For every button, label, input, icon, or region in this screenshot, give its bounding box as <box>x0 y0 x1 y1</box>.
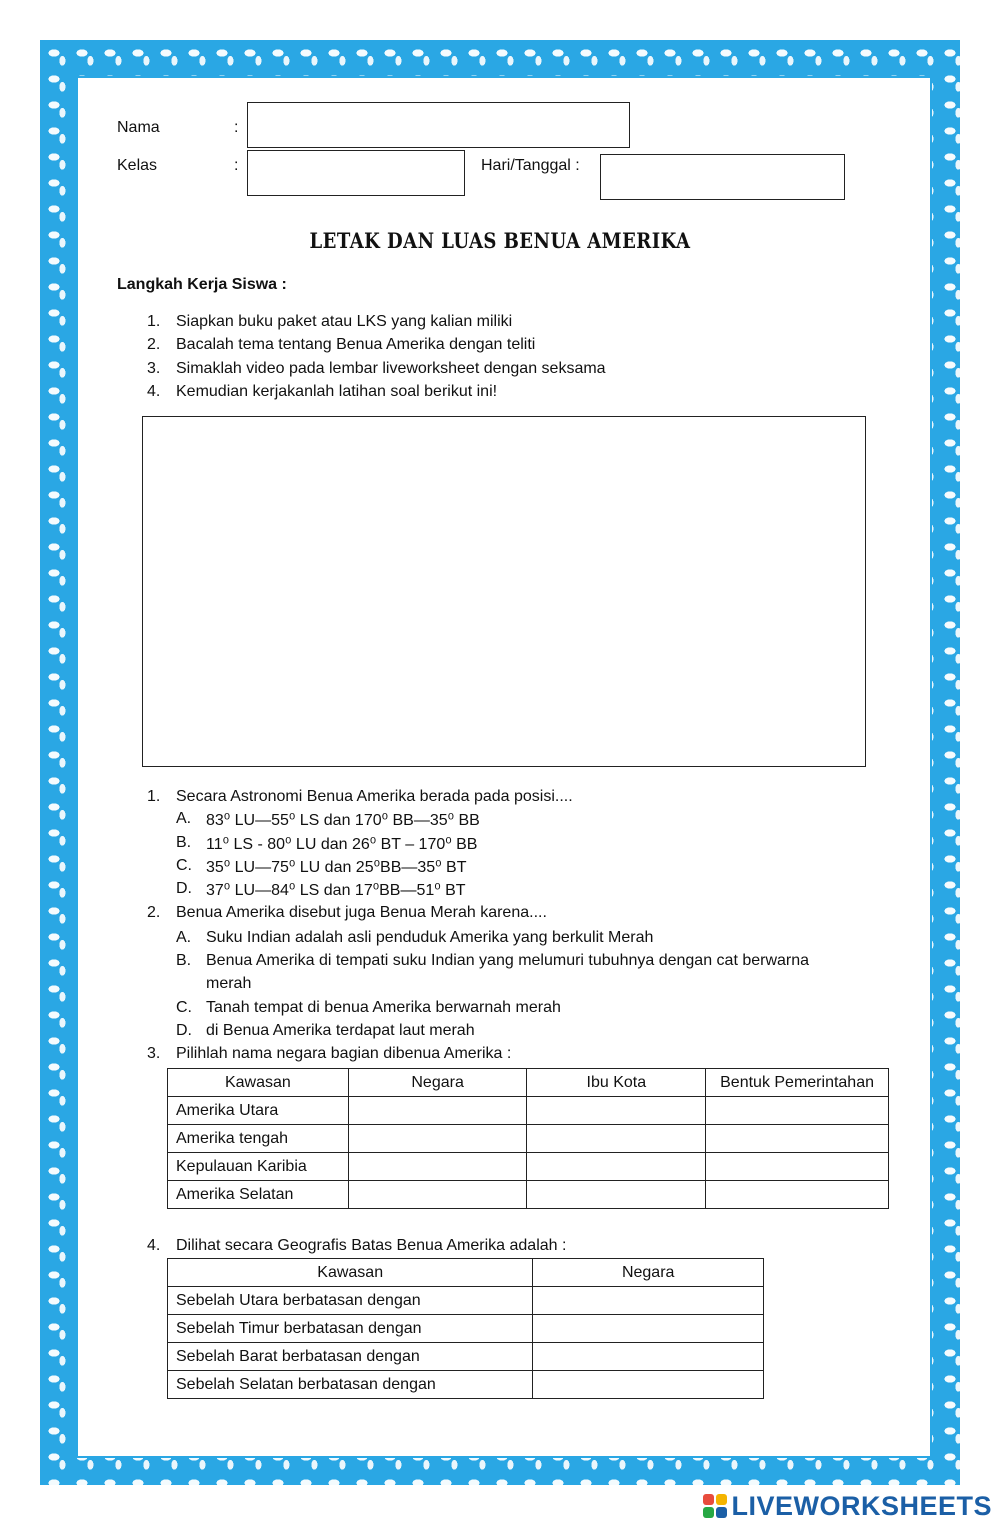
answer-cell[interactable] <box>533 1343 764 1371</box>
row-label: Amerika Utara <box>168 1097 349 1125</box>
answer-cell[interactable] <box>527 1125 706 1153</box>
table-row <box>168 1343 764 1371</box>
table-row <box>168 1181 889 1209</box>
question-number: 3. <box>147 1045 161 1062</box>
page-title: LETAK DAN LUAS BENUA AMERIKA <box>309 228 691 253</box>
q3-table <box>167 1068 889 1209</box>
question-number: 1. <box>147 788 161 805</box>
row-label: Sebelah Timur berbatasan dengan <box>168 1315 533 1343</box>
kelas-label: Kelas <box>117 157 158 174</box>
answer-cell[interactable] <box>706 1125 889 1153</box>
answer-cell[interactable] <box>706 1097 889 1125</box>
answer-cell[interactable] <box>706 1153 889 1181</box>
header-cell: Kawasan <box>168 1069 349 1097</box>
answer-cell[interactable] <box>533 1287 764 1315</box>
logo-text: LIVEWORKSHEETS <box>731 1490 992 1521</box>
answer-cell[interactable] <box>348 1153 527 1181</box>
q2-option-b[interactable]: Benua Amerika di tempati suku Indian yang melumuri tubuhnya dengan cat berwarna <box>206 952 810 969</box>
question-3-text: Pilihlah nama negara bagian dibenua Amerika : <box>176 1045 512 1062</box>
table-row <box>168 1315 764 1343</box>
header-cell: Kawasan <box>168 1259 533 1287</box>
step-text: Kemudian kerjakanlah latihan soal berikut ini! <box>176 383 498 400</box>
header-cell: Negara <box>533 1259 764 1287</box>
row-label: Kepulauan Karibia <box>168 1153 349 1181</box>
table-row <box>168 1097 889 1125</box>
step-text: Bacalah tema tentang Benua Amerika dengan teliti <box>176 336 536 353</box>
answer-cell[interactable] <box>348 1097 527 1125</box>
kelas-colon: : <box>234 157 239 174</box>
row-label: Sebelah Utara berbatasan dengan <box>168 1287 533 1315</box>
q1-option-b[interactable]: 11⁰ LS - 80⁰ LU dan 26⁰ BT – 170⁰ BB <box>206 836 478 853</box>
option-letter: A. <box>176 929 192 946</box>
q2-option-c[interactable]: Tanah tempat di benua Amerika berwarnah merah <box>206 999 561 1016</box>
table-header-row <box>168 1259 764 1287</box>
question-number: 4. <box>147 1237 161 1254</box>
option-letter: B. <box>176 952 192 969</box>
step-number: 2. <box>147 336 161 353</box>
step-text: Simaklah video pada lembar liveworksheet dengan seksama <box>176 360 606 377</box>
row-label: Sebelah Selatan berbatasan dengan <box>168 1371 533 1399</box>
option-letter: C. <box>176 857 192 874</box>
q1-option-c[interactable]: 35⁰ LU—75⁰ LU dan 25⁰BB—35⁰ BT <box>206 859 467 876</box>
table-row <box>168 1371 764 1399</box>
answer-cell[interactable] <box>527 1097 706 1125</box>
liveworksheets-logo <box>703 1490 992 1522</box>
table-row <box>168 1287 764 1315</box>
video-embed-area[interactable] <box>142 416 866 767</box>
liveworksheets-mark-icon <box>703 1494 727 1518</box>
option-letter: D. <box>176 880 192 897</box>
question-number: 2. <box>147 904 161 921</box>
question-1-text: Secara Astronomi Benua Amerika berada pada posisi.... <box>176 788 573 805</box>
hari-tanggal-input[interactable] <box>600 154 845 200</box>
question-2-text: Benua Amerika disebut juga Benua Merah karena.... <box>176 904 547 921</box>
steps-heading: Langkah Kerja Siswa : <box>117 276 287 293</box>
step-number: 1. <box>147 313 161 330</box>
nama-label: Nama <box>117 119 160 136</box>
option-letter: D. <box>176 1022 192 1039</box>
table-header-row <box>168 1069 889 1097</box>
table-row <box>168 1153 889 1181</box>
answer-cell[interactable] <box>348 1125 527 1153</box>
nama-input[interactable] <box>247 102 630 148</box>
answer-cell[interactable] <box>348 1181 527 1209</box>
option-letter: A. <box>176 810 192 827</box>
q4-table <box>167 1258 764 1399</box>
option-letter: B. <box>176 834 192 851</box>
kelas-input[interactable] <box>247 150 465 196</box>
step-number: 3. <box>147 360 161 377</box>
step-number: 4. <box>147 383 161 400</box>
q2-option-b-continued[interactable]: merah <box>206 975 252 992</box>
header-cell: Negara <box>348 1069 527 1097</box>
option-letter: C. <box>176 999 192 1016</box>
nama-colon: : <box>234 119 239 136</box>
q2-option-d[interactable]: di Benua Amerika terdapat laut merah <box>206 1022 475 1039</box>
q1-option-d[interactable]: 37⁰ LU—84⁰ LS dan 17⁰BB—51⁰ BT <box>206 882 466 899</box>
question-4-text: Dilihat secara Geografis Batas Benua Amerika adalah : <box>176 1237 567 1254</box>
answer-cell[interactable] <box>527 1181 706 1209</box>
table-row <box>168 1125 889 1153</box>
answer-cell[interactable] <box>533 1371 764 1399</box>
answer-cell[interactable] <box>527 1153 706 1181</box>
header-cell: Ibu Kota <box>527 1069 706 1097</box>
q1-option-a[interactable]: 83⁰ LU—55⁰ LS dan 170⁰ BB—35⁰ BB <box>206 812 480 829</box>
row-label: Sebelah Barat berbatasan dengan <box>168 1343 533 1371</box>
row-label: Amerika tengah <box>168 1125 349 1153</box>
q2-option-a[interactable]: Suku Indian adalah asli penduduk Amerika yang berkulit Merah <box>206 929 654 946</box>
row-label: Amerika Selatan <box>168 1181 349 1209</box>
step-text: Siapkan buku paket atau LKS yang kalian miliki <box>176 313 513 330</box>
answer-cell[interactable] <box>533 1315 764 1343</box>
header-cell: Bentuk Pemerintahan <box>706 1069 889 1097</box>
hari-tanggal-label: Hari/Tanggal : <box>481 157 580 174</box>
answer-cell[interactable] <box>706 1181 889 1209</box>
